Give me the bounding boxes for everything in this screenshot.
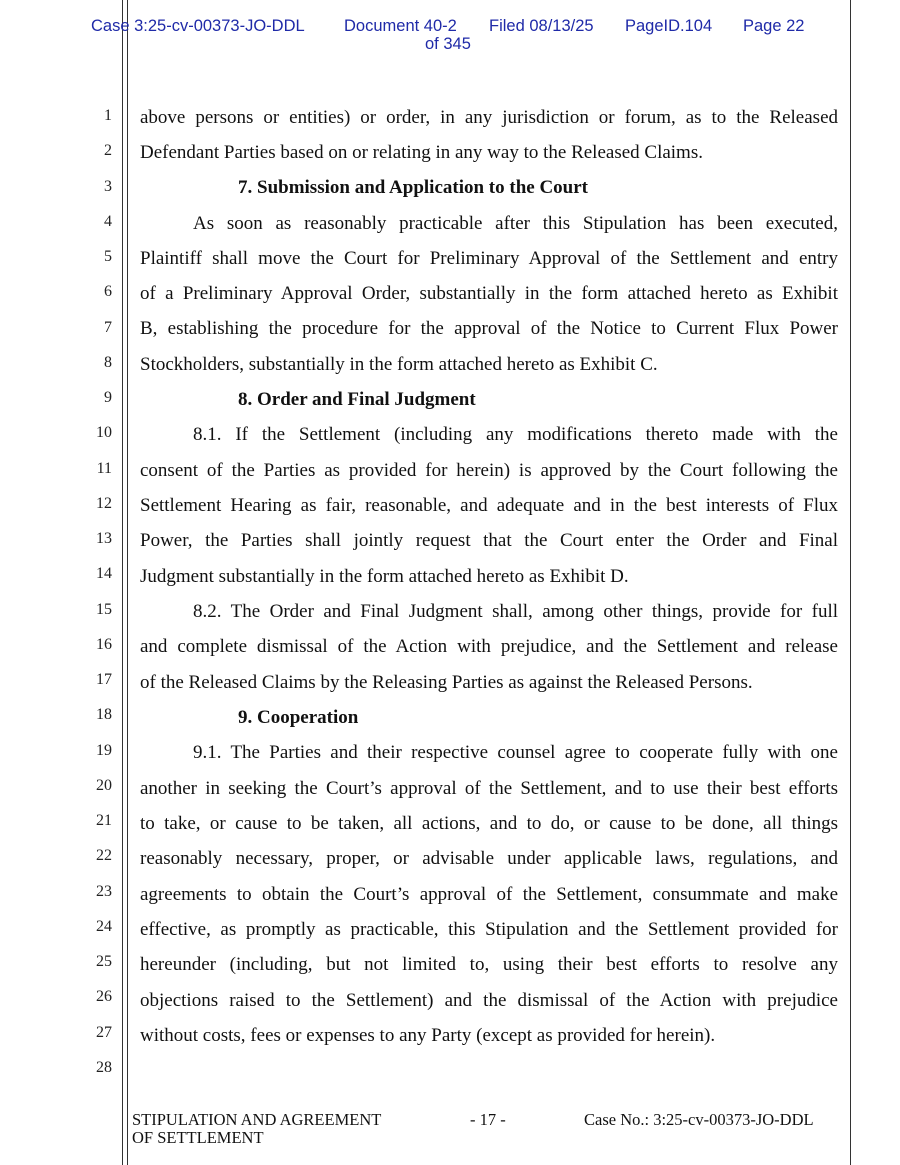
- text-line-1: above persons or entities) or order, in any jurisdiction or forum, as to the Released: [140, 107, 838, 128]
- section-heading-9: 9. Cooperation: [238, 707, 359, 728]
- line-number: 22: [96, 847, 112, 865]
- line-number: 20: [96, 776, 112, 794]
- text-line-10: 8.1. If the Settlement (including any modifications thereto made with the: [193, 424, 838, 445]
- line-number: 27: [96, 1023, 112, 1041]
- line-number: 4: [104, 212, 112, 230]
- line-number: 9: [104, 389, 112, 406]
- line-number: 2: [104, 142, 112, 160]
- section-heading-7: 7. Submission and Application to the Court: [238, 177, 588, 198]
- text-line-11: consent of the Parties as provided for herein) is approved by the Court following the: [140, 460, 838, 481]
- text-line-21: to take, or cause to be taken, all actions, and to do, or cause to be done, all things: [140, 813, 838, 834]
- header-case-number: Case 3:25-cv-00373-JO-DDL: [91, 17, 305, 35]
- header-filed-date: Filed 08/13/25: [489, 17, 594, 35]
- line-number: 19: [96, 741, 112, 759]
- text-line-12: Settlement Hearing as fair, reasonable, and adequate and in the best interests of Flux: [140, 495, 838, 516]
- line-number: 13: [96, 530, 112, 547]
- text-line-4: As soon as reasonably practicable after this Stipulation has been executed,: [193, 213, 838, 234]
- text-line-15: 8.2. The Order and Final Judgment shall, among other things, provide for full: [193, 601, 838, 622]
- header-page-of: of 345: [425, 35, 471, 53]
- line-number: 8: [104, 353, 112, 371]
- line-number: 25: [96, 953, 112, 970]
- text-line-20: another in seeking the Court’s approval of the Settlement, and to use their best efforts: [140, 778, 838, 799]
- footer-title-line-2: OF SETTLEMENT: [132, 1128, 264, 1147]
- line-number: 23: [96, 882, 112, 900]
- line-number: 3: [104, 177, 112, 195]
- line-number: 16: [96, 635, 112, 653]
- text-line-24: effective, as promptly as practicable, this Stipulation and the Settlement provided for: [140, 919, 838, 940]
- text-line-16: and complete dismissal of the Action with prejudice, and the Settlement and release: [140, 636, 838, 657]
- line-number: 1: [104, 107, 112, 124]
- text-line-26: objections raised to the Settlement) and the dismissal of the Action with prejudice: [140, 990, 838, 1011]
- text-line-13: Power, the Parties shall jointly request that the Court enter the Order and Final: [140, 530, 838, 551]
- line-number: 10: [96, 424, 112, 442]
- line-number: 6: [104, 283, 112, 301]
- footer-title-line-1: STIPULATION AND AGREEMENT: [132, 1110, 382, 1129]
- line-number: 17: [96, 671, 112, 688]
- left-margin-rule-inner: [127, 0, 128, 1165]
- text-line-7: B, establishing the procedure for the approval of the Notice to Current Flux Power: [140, 318, 838, 339]
- left-margin-rule-outer: [122, 0, 123, 1165]
- footer-page-number: - 17 -: [470, 1110, 506, 1129]
- text-line-22: reasonably necessary, proper, or advisable under applicable laws, regulations, and: [140, 848, 838, 869]
- text-line-6: of a Preliminary Approval Order, substantially in the form attached hereto as Exhibit: [140, 283, 838, 304]
- section-heading-8: 8. Order and Final Judgment: [238, 389, 476, 410]
- text-line-5: Plaintiff shall move the Court for Preliminary Approval of the Settlement and entry: [140, 248, 838, 269]
- line-number: 7: [104, 318, 112, 336]
- line-number: 15: [96, 600, 112, 618]
- line-number: 28: [96, 1058, 112, 1076]
- line-number: 11: [96, 459, 112, 477]
- line-number: 5: [104, 248, 112, 265]
- header-pageid: PageID.104: [625, 17, 713, 35]
- text-line-2: Defendant Parties based on or relating in any way to the Released Claims.: [140, 142, 703, 163]
- text-line-19: 9.1. The Parties and their respective counsel agree to cooperate fully with one: [193, 742, 838, 763]
- right-margin-rule: [850, 0, 851, 1165]
- line-number: 21: [96, 812, 112, 829]
- text-line-14: Judgment substantially in the form attached hereto as Exhibit D.: [140, 566, 629, 587]
- line-number: 26: [96, 988, 112, 1006]
- footer-case-number: Case No.: 3:25-cv-00373-JO-DDL: [584, 1110, 814, 1129]
- text-line-8: Stockholders, substantially in the form attached hereto as Exhibit C.: [140, 354, 658, 375]
- line-number: 18: [96, 706, 112, 724]
- header-page: Page 22: [743, 17, 805, 35]
- text-line-27: without costs, fees or expenses to any Party (except as provided for herein).: [140, 1025, 716, 1046]
- header-document: Document 40-2: [344, 17, 457, 35]
- text-line-23: agreements to obtain the Court’s approval of the Settlement, consummate and make: [140, 884, 838, 905]
- text-line-17: of the Released Claims by the Releasing Parties as against the Released Persons.: [140, 672, 753, 693]
- line-number: 12: [96, 494, 112, 512]
- line-number: 24: [96, 917, 112, 935]
- line-number: 14: [96, 565, 112, 583]
- text-line-25: hereunder (including, but not limited to, using their best efforts to resolve any: [140, 954, 838, 975]
